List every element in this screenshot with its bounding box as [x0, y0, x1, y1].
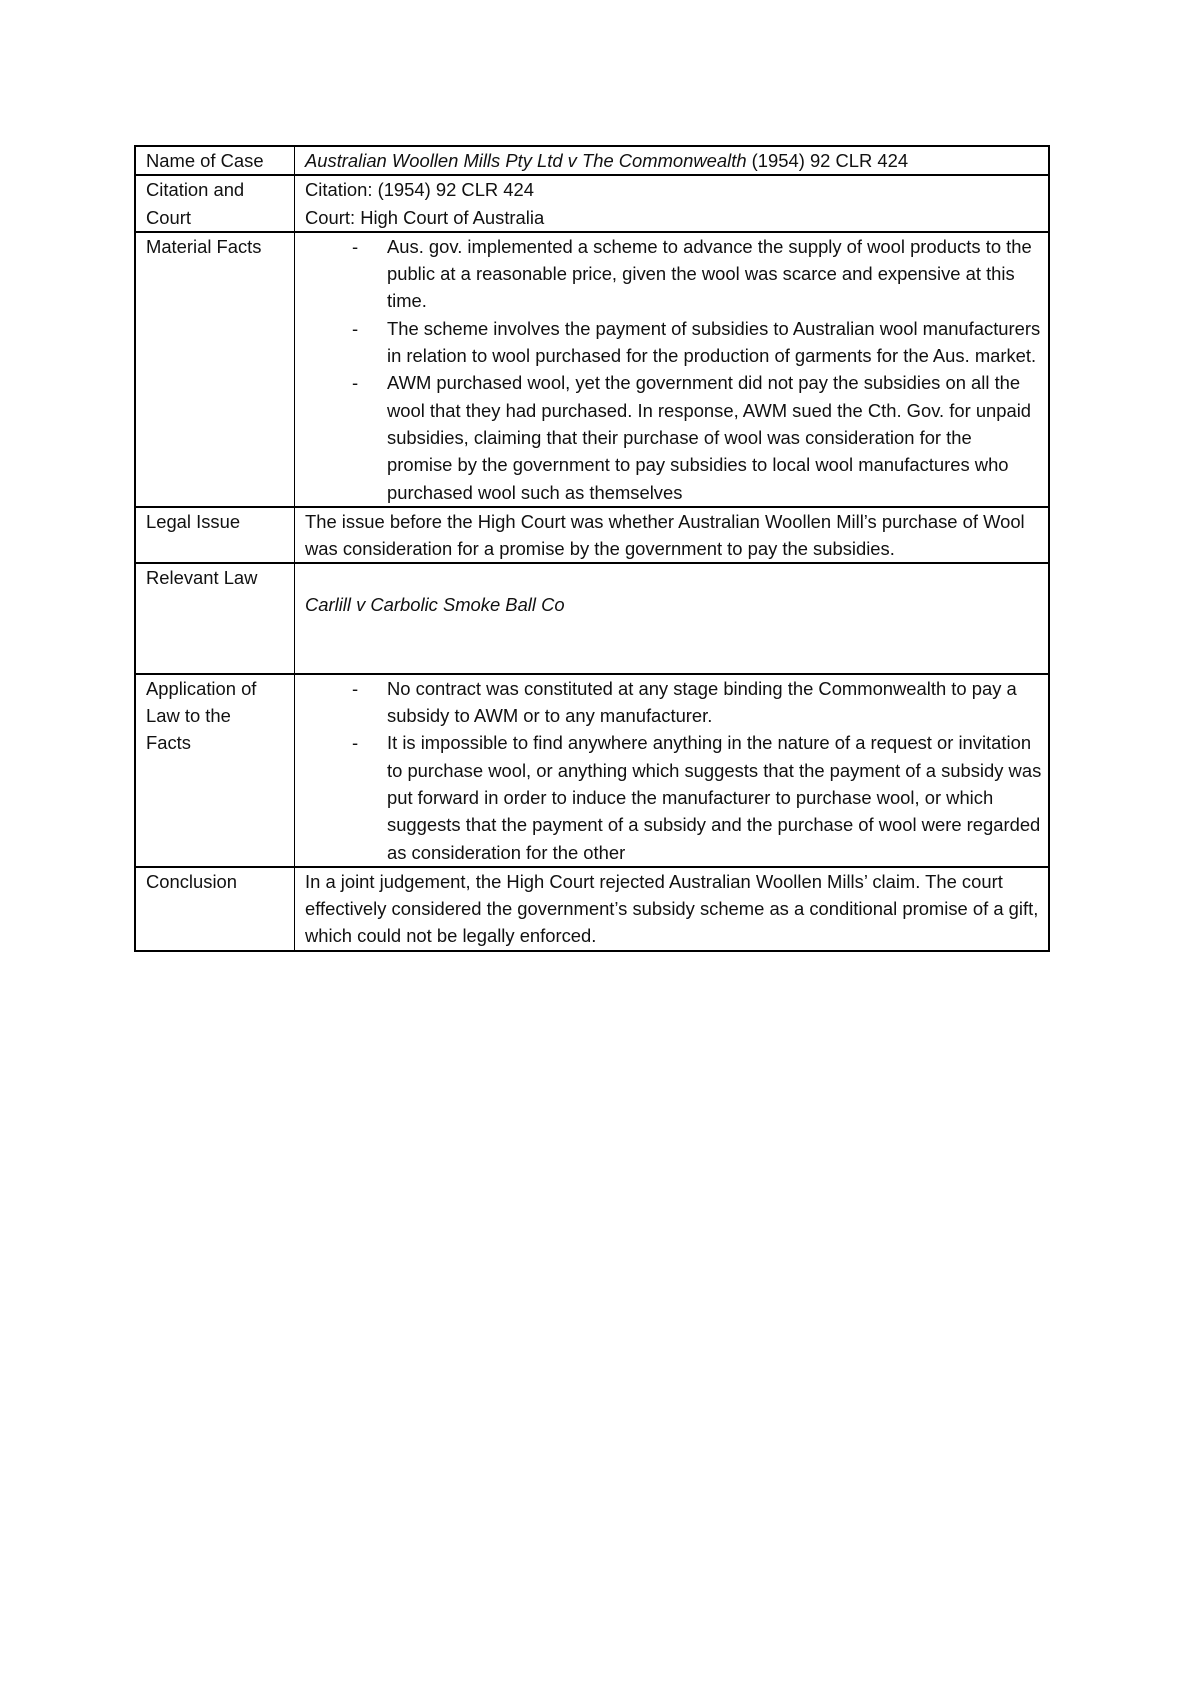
row-legal-issue [135, 507, 1049, 564]
label-conclusion: Conclusion [135, 867, 295, 951]
blank-line [305, 619, 1042, 646]
row-name-of-case [135, 146, 1049, 175]
label-application-line1: Application of [146, 677, 257, 699]
value-material-facts [295, 232, 1050, 507]
row-citation-and-court [135, 175, 1049, 232]
label-application-line2: Law to the [146, 705, 231, 727]
fact-item: - AWM purchased wool, yet the government did not pay the subsidies on all the wool that they had purchased. In response, AWM sued the Cth. Gov. for unpaid subsidies, claiming that their purchase of wool was consideration for the promise by the government to pay subsidies to local wool manufactures who purchased wool such as themselves [387, 369, 1042, 505]
label-material-facts: Material Facts [135, 232, 295, 507]
case-citation-suffix: (1954) 92 CLR 424 [751, 150, 909, 171]
case-brief-table [134, 145, 1050, 952]
label-citation-line2: Court [146, 206, 191, 228]
value-citation-and-court [295, 175, 1050, 232]
blank-line [305, 564, 1042, 591]
application-list [305, 675, 1042, 866]
citation-text: Citation: (1954) 92 CLR 424 [305, 179, 534, 201]
material-facts-list [305, 233, 1042, 506]
relevant-law-case: Carlill v Carbolic Smoke Ball Co [305, 594, 565, 616]
row-application [135, 674, 1049, 867]
court-text: Court: High Court of Australia [305, 206, 545, 228]
label-citation-line1: Citation and [146, 179, 245, 201]
label-legal-issue: Legal Issue [135, 507, 295, 564]
blank-line [305, 646, 1042, 673]
case-name: Australian Woollen Mills Pty Ltd v The Commonwealth [305, 150, 747, 171]
row-material-facts [135, 232, 1049, 507]
label-citation-and-court [135, 175, 295, 232]
value-application [295, 674, 1050, 867]
label-application-line3: Facts [146, 732, 191, 754]
value-conclusion: In a joint judgement, the High Court rejected Australian Woollen Mills’ claim. The court effectively considered the government’s subsidy scheme as a conditional promise of a gift, which could not be legally enforced. [295, 867, 1050, 951]
fact-item: - Aus. gov. implemented a scheme to advance the supply of wool products to the public at a reasonable price, given the wool was scarce and expensive at this time. [387, 233, 1042, 315]
label-application [135, 674, 295, 867]
application-item: - No contract was constituted at any stage binding the Commonwealth to pay a subsidy to AWM or to any manufacturer. [387, 675, 1042, 730]
application-item: - It is impossible to find anywhere anything in the nature of a request or invitation to purchase wool, or anything which suggests that the payment of a subsidy was put forward in order to induce the manufacturer to purchase wool, or which suggests that the payment of a subsidy and the purchase of wool were regarded as consideration for the other [387, 729, 1042, 865]
fact-item: - The scheme involves the payment of subsidies to Australian wool manufacturers in relation to wool purchased for the production of garments for the Aus. market. [387, 315, 1042, 370]
value-relevant-law [295, 563, 1050, 673]
value-legal-issue: The issue before the High Court was whether Australian Woollen Mill’s purchase of Wool was consideration for a promise by the government to pay the subsidies. [295, 507, 1050, 564]
row-conclusion [135, 867, 1049, 951]
value-name-of-case [295, 146, 1050, 175]
label-name-of-case: Name of Case [135, 146, 295, 175]
row-relevant-law [135, 563, 1049, 673]
label-relevant-law: Relevant Law [135, 563, 295, 673]
